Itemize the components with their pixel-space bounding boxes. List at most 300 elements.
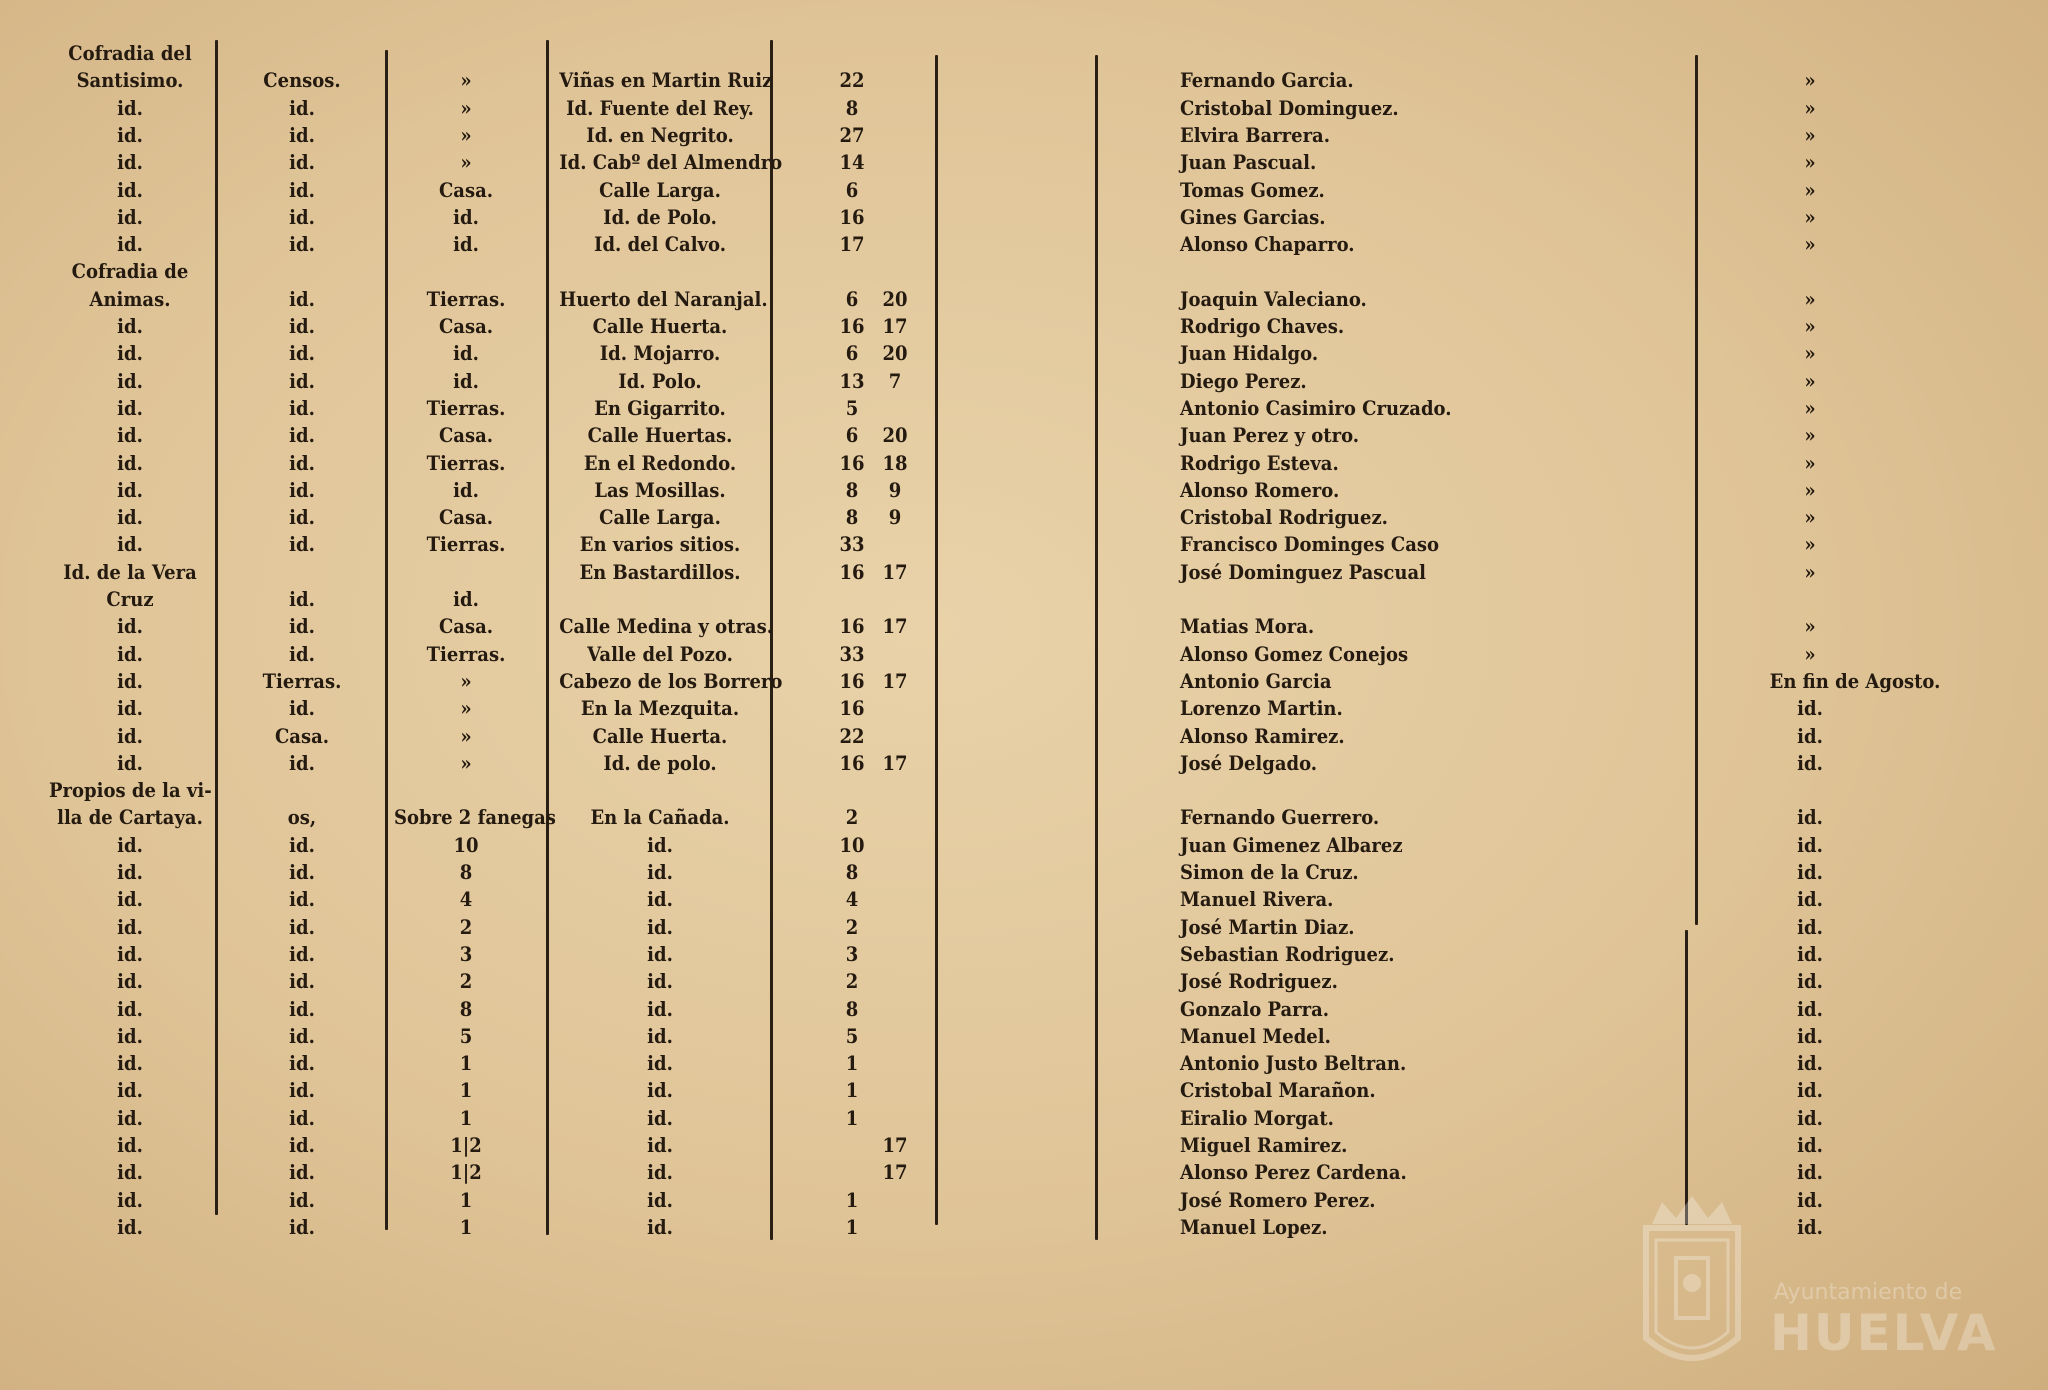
location-cell: id. <box>647 1023 673 1048</box>
rent-type-cell: id. <box>289 232 315 257</box>
rent-type-cell: id. <box>289 95 315 120</box>
location-cell: id. <box>647 832 673 857</box>
payment-term-cell: » <box>1804 450 1816 475</box>
rent-type-cell: id. <box>289 204 315 229</box>
rent-type-cell: id. <box>289 750 315 775</box>
amount-reales-cell: 8 <box>845 860 859 884</box>
payment-term-cell: » <box>1804 423 1816 448</box>
rent-type-cell: Casa. <box>274 723 330 748</box>
table-row <box>0 450 2048 477</box>
tenant-name-cell: José Dominguez Pascual <box>1180 559 1426 584</box>
amount-maravedis-cell <box>869 204 921 231</box>
property-type-cell: 1 <box>459 1105 473 1130</box>
amount-reales-cell: 13 <box>839 368 865 393</box>
property-type-cell: 1|2 <box>450 1133 482 1157</box>
table-row <box>0 177 2048 204</box>
amount-reales-cell: 1 <box>845 1078 859 1103</box>
amount-reales-cell: 1 <box>845 1214 859 1239</box>
rent-type-cell: id. <box>289 969 315 994</box>
amount-reales-cell: 1 <box>845 1105 859 1130</box>
tenant-name-cell: Alonso Ramirez. <box>1180 723 1345 748</box>
rent-type-cell: id. <box>289 286 315 311</box>
location-cell: Id. Fuente del Rey. <box>566 95 754 120</box>
property-type-cell: Casa. <box>438 614 494 639</box>
tenant-name-cell: Alonso Perez Cardena. <box>1180 1160 1407 1185</box>
amount-maravedis-cell <box>869 531 921 558</box>
corporation-cell: id. <box>117 395 143 420</box>
tenant-name-cell: Cristobal Marañon. <box>1180 1078 1376 1103</box>
payment-term-cell: » <box>1804 204 1816 229</box>
property-type-cell: » <box>460 68 472 93</box>
payment-term-cell: » <box>1804 232 1816 257</box>
location-cell: Viñas en Martin Ruiz <box>559 68 773 93</box>
amount-maravedis-cell <box>869 586 921 613</box>
location-cell: Valle del Pozo. <box>587 641 733 666</box>
amount-maravedis-cell <box>869 1105 921 1132</box>
property-type-cell: 5 <box>459 1023 473 1048</box>
corporation-cell: id. <box>117 941 143 966</box>
tenant-name-cell: José Delgado. <box>1180 750 1318 775</box>
corporation-cell: id. <box>117 204 143 229</box>
property-type-cell: id. <box>453 587 479 611</box>
payment-term-cell: id. <box>1797 805 1823 830</box>
amount-maravedis-cell: 17 <box>882 1133 908 1157</box>
payment-term-cell: id. <box>1797 696 1823 721</box>
property-type-cell <box>394 258 538 285</box>
amount-reales-cell: 22 <box>839 68 865 93</box>
table-row <box>0 695 2048 722</box>
table-row <box>0 286 2048 313</box>
location-cell: En Gigarrito. <box>594 395 726 420</box>
table-row <box>0 914 2048 941</box>
table-row <box>0 777 2048 804</box>
rent-type-cell: id. <box>289 614 315 639</box>
table-row <box>0 886 2048 913</box>
location-cell <box>559 258 761 285</box>
corporation-cell: Cruz <box>106 587 154 611</box>
table-row <box>0 804 2048 831</box>
location-cell: En la Mezquita. <box>580 696 740 721</box>
tenant-name-cell: Manuel Lopez. <box>1180 1214 1328 1239</box>
amount-reales-cell: 6 <box>845 341 859 366</box>
location-cell: En el Redondo. <box>583 450 737 475</box>
payment-term-cell: id. <box>1797 996 1823 1021</box>
amount-maravedis-cell <box>869 1023 921 1050</box>
amount-reales-cell: 6 <box>845 423 859 448</box>
payment-term-cell: id. <box>1797 887 1823 912</box>
rent-type-cell <box>230 258 374 285</box>
property-type-cell: id. <box>453 477 479 502</box>
tenant-name-cell: Gines Garcias. <box>1180 204 1326 229</box>
payment-term-cell: » <box>1804 641 1816 666</box>
amount-reales-cell: 16 <box>839 668 865 693</box>
amount-maravedis-cell <box>869 941 921 968</box>
rent-type-cell <box>230 40 374 67</box>
property-type-cell: 8 <box>459 860 473 884</box>
tenant-name-cell: Eiralio Morgat. <box>1180 1105 1334 1130</box>
property-type-cell: 2 <box>459 914 473 939</box>
tenant-name-cell: Gonzalo Parra. <box>1180 996 1330 1021</box>
location-cell: En varios sitios. <box>579 532 741 557</box>
location-cell: id. <box>647 1187 673 1212</box>
corporation-cell: id. <box>117 641 143 666</box>
rent-type-cell: id. <box>289 505 315 530</box>
amount-reales-cell: 16 <box>839 559 865 584</box>
property-type-cell: 1 <box>459 1214 473 1239</box>
rent-type-cell: id. <box>289 696 315 721</box>
corporation-cell: id. <box>117 832 143 857</box>
tenant-name-cell <box>1180 40 1612 67</box>
amount-maravedis-cell <box>869 996 921 1023</box>
rent-type-cell: id. <box>289 1133 315 1157</box>
property-type-cell: » <box>460 696 472 721</box>
location-cell: id. <box>647 1160 673 1185</box>
tenant-name-cell: Alonso Chaparro. <box>1180 232 1355 257</box>
property-type-cell: Casa. <box>438 423 494 448</box>
corporation-cell: id. <box>117 477 143 502</box>
corporation-cell: id. <box>117 614 143 639</box>
tenant-name-cell: Juan Pascual. <box>1180 150 1317 175</box>
location-cell: id. <box>647 1214 673 1239</box>
amount-maravedis-cell: 9 <box>888 505 902 530</box>
corporation-cell: id. <box>117 1078 143 1103</box>
amount-reales-cell: 1 <box>845 1187 859 1212</box>
table-row <box>0 723 2048 750</box>
table-row <box>0 1023 2048 1050</box>
amount-reales-cell: 17 <box>839 232 865 257</box>
rent-type-cell: id. <box>289 150 315 175</box>
amount-maravedis-cell <box>869 40 921 67</box>
payment-term-cell: id. <box>1797 1023 1823 1048</box>
amount-reales-cell: 3 <box>845 941 859 966</box>
amount-maravedis-cell <box>869 804 921 831</box>
rent-type-cell: id. <box>289 368 315 393</box>
table-row <box>0 395 2048 422</box>
location-cell: Id. del Calvo. <box>594 232 726 257</box>
rent-type-cell: id. <box>289 641 315 666</box>
payment-term-cell: » <box>1804 150 1816 175</box>
tenant-name-cell: José Martin Diaz. <box>1180 914 1355 939</box>
table-row <box>0 559 2048 586</box>
amount-reales-cell: 1 <box>845 1051 859 1076</box>
amount-maravedis-cell: 17 <box>882 314 908 338</box>
corporation-cell: Id. de la Vera <box>63 559 197 584</box>
location-cell: id. <box>647 969 673 994</box>
table-row <box>0 1050 2048 1077</box>
payment-term-cell: id. <box>1797 941 1823 966</box>
table-row <box>0 95 2048 122</box>
rent-type-cell: Tierras. <box>262 668 342 693</box>
location-cell: Calle Huertas. <box>587 423 733 448</box>
amount-reales-cell: 8 <box>845 505 859 530</box>
payment-term-cell <box>1675 258 1945 285</box>
payment-term-cell: id. <box>1797 1105 1823 1130</box>
watermark-line2: HUELVA <box>1770 1304 1998 1362</box>
amount-reales-cell: 6 <box>845 286 859 311</box>
corporation-cell: id. <box>117 314 143 338</box>
rent-type-cell: Censos. <box>263 68 341 93</box>
amount-reales-cell: 16 <box>839 696 865 721</box>
corporation-cell: id. <box>117 969 143 994</box>
table-row <box>0 750 2048 777</box>
tenant-name-cell: Rodrigo Esteva. <box>1180 450 1339 475</box>
tenant-name-cell: Manuel Rivera. <box>1180 887 1334 912</box>
payment-term-cell: id. <box>1797 1051 1823 1076</box>
location-cell: Huerto del Naranjal. <box>559 286 768 311</box>
payment-term-cell: id. <box>1797 723 1823 748</box>
amount-maravedis-cell <box>869 67 921 94</box>
table-row <box>0 941 2048 968</box>
amount-reales-cell: 4 <box>845 887 859 912</box>
tenant-name-cell <box>1180 777 1612 804</box>
amount-reales-cell: 2 <box>845 914 859 939</box>
corporation-cell: Propios de la vi- <box>49 778 212 803</box>
amount-maravedis-cell: 17 <box>882 614 908 639</box>
rent-type-cell: id. <box>289 1105 315 1130</box>
amount-maravedis-cell <box>869 149 921 176</box>
table-row <box>0 859 2048 886</box>
amount-maravedis-cell: 17 <box>882 750 908 775</box>
corporation-cell: id. <box>117 1105 143 1130</box>
table-row <box>0 149 2048 176</box>
rent-type-cell: id. <box>289 832 315 857</box>
tenant-name-cell: Juan Gimenez Albarez <box>1180 832 1403 857</box>
rent-type-cell <box>230 777 374 804</box>
property-type-cell: id. <box>453 341 479 366</box>
corporation-cell: id. <box>117 996 143 1021</box>
amount-maravedis-cell <box>869 231 921 258</box>
amount-maravedis-cell <box>869 1187 921 1214</box>
table-row <box>0 586 2048 613</box>
tenant-name-cell: Cristobal Dominguez. <box>1180 95 1399 120</box>
property-type-cell: 3 <box>459 941 473 966</box>
amount-maravedis-cell <box>869 968 921 995</box>
location-cell: id. <box>647 996 673 1021</box>
location-cell: id. <box>647 941 673 966</box>
tenant-name-cell: Lorenzo Martin. <box>1180 696 1343 721</box>
amount-reales-cell: 16 <box>839 204 865 229</box>
table-row <box>0 204 2048 231</box>
payment-term-cell: id. <box>1797 1133 1823 1157</box>
table-row <box>0 313 2048 340</box>
tenant-name-cell <box>1180 586 1612 613</box>
corporation-cell: id. <box>117 860 143 884</box>
property-type-cell: id. <box>453 232 479 257</box>
tenant-name-cell: Francisco Dominges Caso <box>1180 532 1440 557</box>
table-row <box>0 504 2048 531</box>
payment-term-cell: » <box>1804 177 1816 202</box>
rent-type-cell: id. <box>289 122 315 147</box>
tenant-name-cell: Matias Mora. <box>1180 614 1315 639</box>
amount-maravedis-cell <box>869 1050 921 1077</box>
property-type-cell: » <box>460 150 472 175</box>
crest-icon <box>1632 1188 1752 1378</box>
amount-maravedis-cell <box>869 177 921 204</box>
amount-reales-cell: 16 <box>839 614 865 639</box>
archive-watermark <box>1632 1188 1998 1378</box>
rent-type-cell: id. <box>289 1214 315 1239</box>
amount-reales-cell: 33 <box>839 532 865 557</box>
table-row <box>0 1159 2048 1186</box>
tenant-name-cell: Tomas Gomez. <box>1180 177 1325 202</box>
location-cell: Id. Cabº del Almendro <box>559 150 783 175</box>
property-type-cell: » <box>460 668 472 693</box>
corporation-cell: Animas. <box>89 286 171 311</box>
corporation-cell: id. <box>117 341 143 366</box>
location-cell: id. <box>647 1105 673 1130</box>
rent-type-cell: id. <box>289 532 315 557</box>
amount-maravedis-cell <box>869 95 921 122</box>
payment-term-cell: » <box>1804 368 1816 393</box>
rent-type-cell: id. <box>289 941 315 966</box>
amount-reales-cell: 33 <box>839 641 865 666</box>
payment-term-cell: id. <box>1797 914 1823 939</box>
rent-type-cell: id. <box>289 477 315 502</box>
property-type-cell <box>394 40 538 67</box>
amount-reales-cell: 8 <box>845 95 859 120</box>
location-cell: id. <box>647 860 673 884</box>
payment-term-cell: » <box>1804 395 1816 420</box>
tenant-name-cell: José Romero Perez. <box>1180 1187 1376 1212</box>
amount-reales-cell: 2 <box>845 969 859 994</box>
watermark-line1: Ayuntamiento de <box>1774 1280 1963 1305</box>
location-cell: Id. en Negrito. <box>586 122 734 147</box>
tenant-name-cell: José Rodriguez. <box>1180 969 1338 994</box>
table-row <box>0 613 2048 640</box>
payment-term-cell: » <box>1804 477 1816 502</box>
table-row <box>0 231 2048 258</box>
location-cell <box>559 777 761 804</box>
property-type-cell: id. <box>453 204 479 229</box>
tenant-name-cell: Antonio Justo Beltran. <box>1180 1051 1407 1076</box>
payment-term-cell <box>1675 777 1945 804</box>
corporation-cell: id. <box>117 150 143 175</box>
property-type-cell: 1 <box>459 1051 473 1076</box>
amount-maravedis-cell: 9 <box>888 477 902 502</box>
amount-maravedis-cell <box>869 723 921 750</box>
table-row <box>0 477 2048 504</box>
property-type-cell <box>394 777 538 804</box>
property-type-cell: Tierras. <box>426 532 506 557</box>
tenant-name-cell: Miguel Ramirez. <box>1180 1133 1348 1157</box>
payment-term-cell: » <box>1804 505 1816 530</box>
rent-type-cell: id. <box>289 395 315 420</box>
property-type-cell: Tierras. <box>426 286 506 311</box>
location-cell: En la Cañada. <box>590 805 730 830</box>
property-type-cell: 8 <box>459 996 473 1021</box>
table-row <box>0 668 2048 695</box>
corporation-cell: id. <box>117 450 143 475</box>
payment-term-cell: » <box>1804 122 1816 147</box>
property-type-cell: Tierras. <box>426 641 506 666</box>
payment-term-cell: id. <box>1797 969 1823 994</box>
amount-maravedis-cell <box>869 777 921 804</box>
amount-maravedis-cell <box>869 258 921 285</box>
tenant-name-cell: Sebastian Rodriguez. <box>1180 941 1395 966</box>
location-cell: Calle Medina y otras. <box>559 614 774 639</box>
corporation-cell: id. <box>117 232 143 257</box>
amount-maravedis-cell: 7 <box>888 368 902 393</box>
location-cell: id. <box>647 1051 673 1076</box>
amount-reales-cell: 10 <box>839 832 865 857</box>
amount-maravedis-cell <box>869 695 921 722</box>
payment-term-cell: » <box>1804 341 1816 366</box>
property-type-cell: Tierras. <box>426 395 506 420</box>
corporation-cell: id. <box>117 1051 143 1076</box>
property-type-cell: Sobre 2 fanegas <box>394 805 556 830</box>
table-row <box>0 122 2048 149</box>
amount-maravedis-cell: 20 <box>882 341 908 366</box>
amount-maravedis-cell: 17 <box>882 1160 908 1185</box>
table-row <box>0 340 2048 367</box>
payment-term-cell <box>1675 586 1945 613</box>
corporation-cell: lla de Cartaya. <box>57 805 203 830</box>
amount-reales-cell: 16 <box>839 750 865 775</box>
amount-maravedis-cell: 17 <box>882 668 908 693</box>
amount-reales-cell: 16 <box>839 314 865 338</box>
table-row <box>0 996 2048 1023</box>
rent-type-cell: id. <box>289 1187 315 1212</box>
table-row <box>0 422 2048 449</box>
corporation-cell: id. <box>117 1023 143 1048</box>
corporation-cell: id. <box>117 914 143 939</box>
amount-reales-cell: 8 <box>845 996 859 1021</box>
location-cell: id. <box>647 914 673 939</box>
property-type-cell: 1 <box>459 1078 473 1103</box>
corporation-cell: id. <box>117 423 143 448</box>
location-cell: id. <box>647 1133 673 1157</box>
tenant-name-cell: Juan Perez y otro. <box>1180 423 1360 448</box>
amount-maravedis-cell <box>869 395 921 422</box>
payment-term-cell: » <box>1804 559 1816 584</box>
rent-type-cell <box>230 559 374 586</box>
location-cell: Las Mosillas. <box>594 477 726 502</box>
table-row <box>0 641 2048 668</box>
payment-term-cell: » <box>1804 68 1816 93</box>
property-type-cell: 10 <box>453 832 479 857</box>
amount-reales-cell: 5 <box>845 1023 859 1048</box>
payment-term-cell: » <box>1804 95 1816 120</box>
property-type-cell: 4 <box>459 887 473 912</box>
location-cell <box>559 40 761 67</box>
amount-maravedis-cell <box>869 122 921 149</box>
rent-type-cell: id. <box>289 1078 315 1103</box>
tenant-name-cell: Elvira Barrera. <box>1180 122 1330 147</box>
amount-maravedis-cell <box>869 1077 921 1104</box>
corporation-cell: id. <box>117 505 143 530</box>
tenant-name-cell: Cristobal Rodriguez. <box>1180 505 1388 530</box>
location-cell: Cabezo de los Borrero <box>559 668 783 693</box>
property-type-cell: Tierras. <box>426 450 506 475</box>
amount-maravedis-cell: 20 <box>882 423 908 448</box>
property-type-cell: 1|2 <box>450 1160 482 1185</box>
property-type-cell: Casa. <box>438 505 494 530</box>
rent-type-cell: id. <box>289 887 315 912</box>
location-cell: Id. Mojarro. <box>599 341 721 366</box>
payment-term-cell: » <box>1804 614 1816 639</box>
payment-term-cell: » <box>1804 286 1816 311</box>
amount-reales-cell: 5 <box>845 395 859 420</box>
location-cell: Calle Larga. <box>599 505 721 530</box>
corporation-cell: id. <box>117 122 143 147</box>
rent-type-cell: id. <box>289 914 315 939</box>
payment-term-cell: » <box>1804 314 1816 338</box>
amount-reales-cell: 22 <box>839 723 865 748</box>
tenant-name-cell: Alonso Romero. <box>1180 477 1340 502</box>
amount-reales-cell: 2 <box>845 805 859 830</box>
property-type-cell: 1 <box>459 1187 473 1212</box>
location-cell: id. <box>647 1078 673 1103</box>
